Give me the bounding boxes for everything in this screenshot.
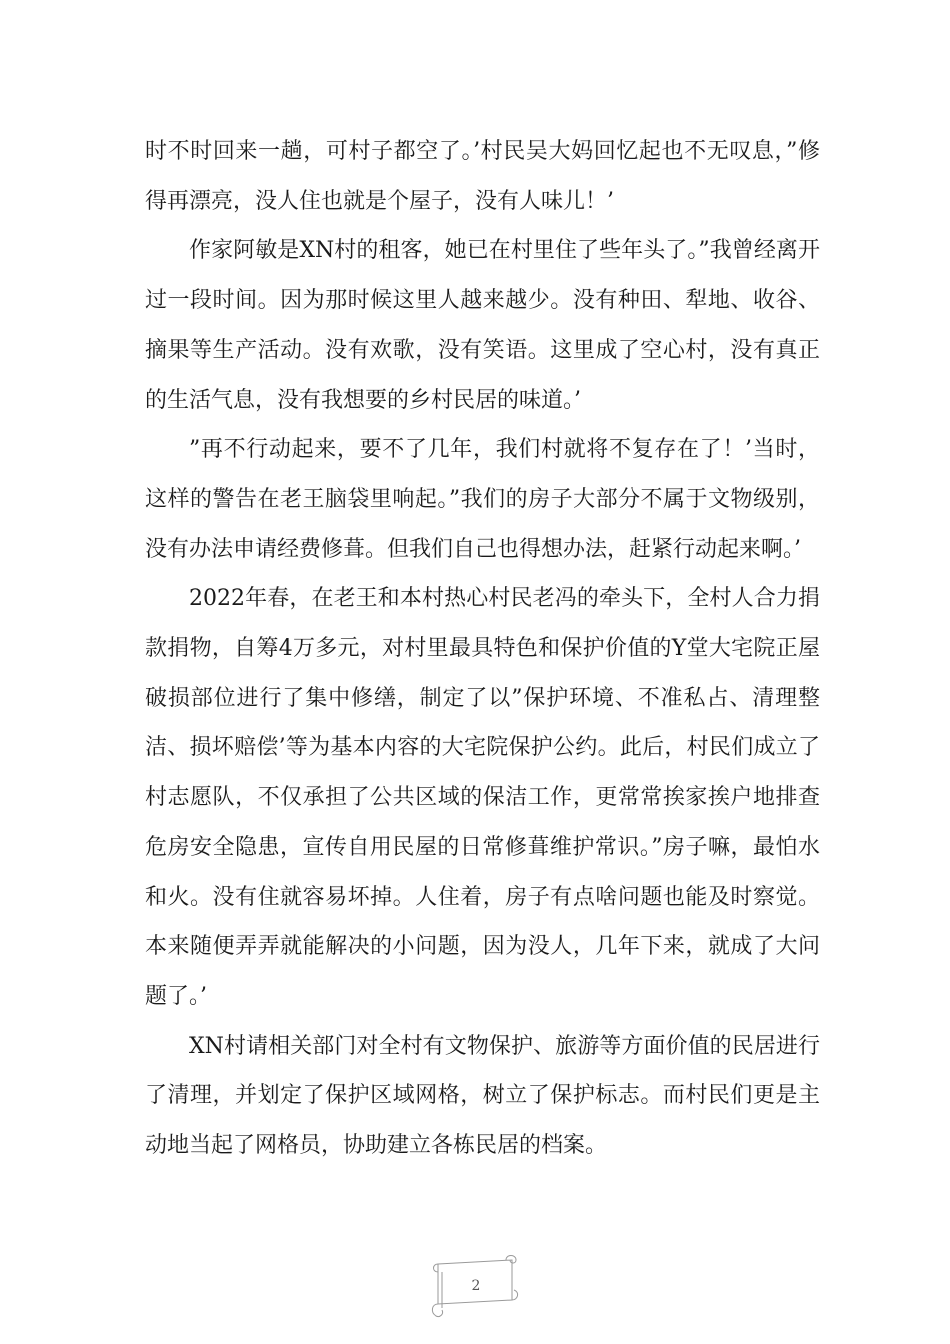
paragraph: ”再不行动起来，要不了几年，我们村就将不复存在了！’当时，这样的警告在老王脑袋里响起。”我们的房子大部分不属于文物级别，没有办法申请经费修葺。但我们自己也得想办法，赶紧行动起来啊。’: [145, 437, 820, 562]
paragraph: 作家阿敏是XN村的租客，她已在村里住了些年头了。”我曾经离开过一段时间。因为那时候这里人越来越少。没有种田、犁地、收谷、摘果等生产活动。没有欢歌，没有笑语。这里成了空心村，没有真正的生活气息，没有我想要的乡村民居的味道。’: [145, 238, 820, 413]
page-number: 2: [471, 1278, 481, 1294]
paragraph: XN村请相关部门对全村有文物保护、旅游等方面价值的民居进行了清理，并划定了保护区域网格，树立了保护标志。而村民们更是主动地当起了网格员，协助建立各栋民居的档案。: [145, 1033, 820, 1159]
page-footer: [428, 1250, 524, 1322]
paragraph-continued: 时不时回来一趟，可村子都空了。’村民吴大妈回忆起也不无叹息，”修得再漂亮，没人住也就是个屋子，没有人味儿！’: [145, 139, 820, 214]
paragraph: 2022年春，在老王和本村热心村民老冯的牵头下，全村人合力捐款捐物，自筹4万多元，对村里最具特色和保护价值的Y堂大宅院正屋破损部位进行了集中修缮，制定了以”保护环境、不准私占、清理整洁、损坏赔偿’等为基本内容的大宅院保护公约。此后，村民们成立了村志愿队，不仅承担了公共区域的保洁工作，更常常挨家挨户地排查危房安全隐患，宣传自用民屋的日常修葺维护常识。”房子嘛，最怕水和火。没有住就容易坏掉。人住着，房子有点啥问题也能及时察觉。本来随便弄弄就能解决的小问题，因为没人，几年下来，就成了大问题了。’: [145, 586, 820, 1009]
document-body: [145, 127, 820, 1171]
